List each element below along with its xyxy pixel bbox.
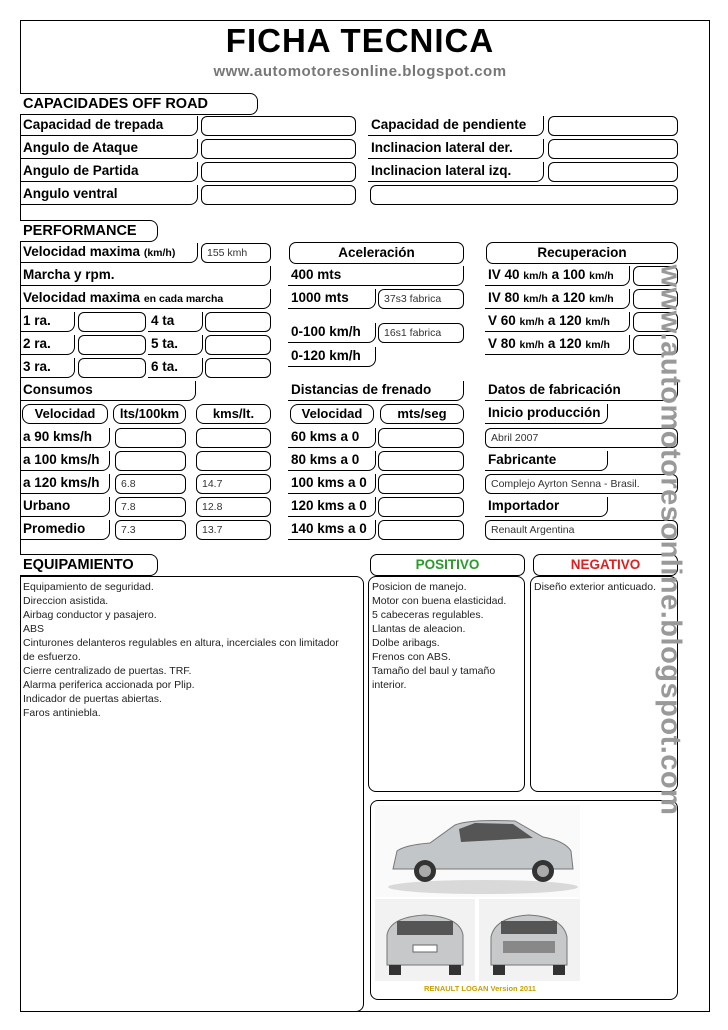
website-url[interactable]: www.automotoresonline.blogspot.com bbox=[213, 63, 507, 80]
consumo-kms[interactable]: 14.7 bbox=[196, 474, 271, 494]
offroad-value-box[interactable] bbox=[370, 185, 678, 205]
consumo-label: a 90 kms/h bbox=[20, 428, 110, 448]
frenado-label: 140 kms a 0 bbox=[288, 520, 376, 540]
consumo-kms[interactable] bbox=[196, 451, 271, 471]
equipamiento-list bbox=[20, 576, 364, 1012]
positivo-list bbox=[368, 576, 525, 792]
frenado-value-box[interactable] bbox=[378, 474, 464, 494]
consumos-col-kms: kms/lt. bbox=[196, 404, 271, 424]
negativo-title: NEGATIVO bbox=[533, 554, 678, 576]
fabricacion-value[interactable]: Complejo Ayrton Senna - Brasil. bbox=[485, 474, 678, 494]
gear-value-box[interactable] bbox=[205, 312, 271, 332]
gear-value-box[interactable] bbox=[78, 358, 146, 378]
list-item: Posicion de manejo. bbox=[372, 581, 467, 593]
aceleracion-value[interactable]: 16s1 fabrica bbox=[378, 323, 464, 343]
consumos-title: Consumos bbox=[20, 381, 196, 401]
aceleracion-title: Aceleración bbox=[289, 242, 464, 264]
list-item: Direccion asistida. bbox=[23, 595, 109, 607]
frenado-title: Distancias de frenado bbox=[288, 381, 464, 401]
consumo-kms[interactable] bbox=[196, 428, 271, 448]
gear-value-box[interactable] bbox=[78, 335, 146, 355]
offroad-value-box[interactable] bbox=[548, 139, 678, 159]
fabricacion-label: Inicio producción bbox=[485, 404, 608, 424]
consumos-col-velocidad: Velocidad bbox=[22, 404, 108, 424]
consumo-kms[interactable]: 12.8 bbox=[196, 497, 271, 517]
list-item: Frenos con ABS. bbox=[372, 651, 451, 663]
list-item: Alarma periferica accionada por Plip. bbox=[23, 679, 195, 691]
fabricacion-value[interactable]: Abril 2007 bbox=[485, 428, 678, 448]
gear-label: 1 ra. bbox=[20, 312, 75, 332]
photo-caption: RENAULT LOGAN Version 2011 bbox=[424, 984, 536, 993]
list-item: Cinturones delanteros regulables en altura, incerciales con limitador bbox=[23, 637, 339, 649]
positivo-title: POSITIVO bbox=[370, 554, 525, 576]
gear-label: 6 ta. bbox=[148, 358, 203, 378]
fabricacion-label: Fabricante bbox=[485, 451, 608, 471]
list-item: 5 cabeceras regulables. bbox=[372, 609, 484, 621]
section-performance-title: PERFORMANCE bbox=[20, 220, 158, 242]
offroad-label: Angulo ventral bbox=[20, 185, 198, 205]
recuperacion-row: IV 40 km/h a 100 km/h bbox=[485, 266, 630, 286]
watermark-text: www.automotoresonline.blogspot.com bbox=[654, 264, 687, 816]
frenado-value-box[interactable] bbox=[378, 497, 464, 517]
aceleracion-label: 0-100 km/h bbox=[288, 323, 376, 343]
gear-value-box[interactable] bbox=[205, 335, 271, 355]
frenado-value-box[interactable] bbox=[378, 520, 464, 540]
fabricacion-title: Datos de fabricación bbox=[485, 381, 678, 401]
consumo-lts[interactable] bbox=[115, 451, 186, 471]
frenado-label: 100 kms a 0 bbox=[288, 474, 376, 494]
gear-label: 2 ra. bbox=[20, 335, 75, 355]
recuperacion-title: Recuperacion bbox=[486, 242, 678, 264]
consumo-label: Urbano bbox=[20, 497, 110, 517]
list-item: Tamaño del baul y tamaño bbox=[372, 665, 496, 677]
list-item: Llantas de aleacion. bbox=[372, 623, 466, 635]
frenado-value-box[interactable] bbox=[378, 428, 464, 448]
recuperacion-row: IV 80 km/h a 120 km/h bbox=[485, 289, 630, 309]
list-item: Indicador de puertas abiertas. bbox=[23, 693, 162, 705]
aceleracion-label: 0-120 km/h bbox=[288, 347, 376, 367]
frenado-label: 80 kms a 0 bbox=[288, 451, 376, 471]
watermark bbox=[625, 240, 715, 840]
list-item: Airbag conductor y pasajero. bbox=[23, 609, 157, 621]
offroad-value-box[interactable] bbox=[548, 116, 678, 136]
list-item: Dolbe aribags. bbox=[372, 637, 440, 649]
aceleracion-label: 400 mts bbox=[288, 266, 464, 286]
gear-label: 4 ta bbox=[148, 312, 203, 332]
fabricacion-value[interactable]: Renault Argentina bbox=[485, 520, 678, 540]
list-item: Faros antiniebla. bbox=[23, 707, 101, 719]
list-item: interior. bbox=[372, 679, 407, 691]
frenado-label: 120 kms a 0 bbox=[288, 497, 376, 517]
offroad-value-box[interactable] bbox=[201, 139, 356, 159]
consumo-label: a 100 kms/h bbox=[20, 451, 110, 471]
offroad-label: Inclinacion lateral der. bbox=[368, 139, 544, 159]
consumo-lts[interactable]: 7.3 bbox=[115, 520, 186, 540]
vmax-marcha-label: Velocidad maxima en cada marcha bbox=[20, 289, 271, 309]
offroad-value-box[interactable] bbox=[201, 185, 356, 205]
frenado-col-velocidad: Velocidad bbox=[290, 404, 374, 424]
offroad-label: Angulo de Ataque bbox=[20, 139, 198, 159]
vmax-value[interactable]: 155 kmh bbox=[201, 243, 271, 263]
frenado-col-mts: mts/seg bbox=[380, 404, 464, 424]
frenado-value-box[interactable] bbox=[378, 451, 464, 471]
marcha-label: Marcha y rpm. bbox=[20, 266, 271, 286]
consumo-lts[interactable] bbox=[115, 428, 186, 448]
gear-label: 5 ta. bbox=[148, 335, 203, 355]
list-item: ABS bbox=[23, 623, 45, 635]
offroad-label: Capacidad de pendiente bbox=[368, 116, 544, 136]
aceleracion-value[interactable]: 37s3 fabrica bbox=[378, 289, 464, 309]
offroad-label: Angulo de Partida bbox=[20, 162, 198, 182]
list-item: Equipamiento de seguridad. bbox=[23, 581, 154, 593]
section-equipamiento-title: EQUIPAMIENTO bbox=[20, 554, 158, 576]
gear-value-box[interactable] bbox=[78, 312, 146, 332]
offroad-value-box[interactable] bbox=[201, 116, 356, 136]
list-item: de esfuerzo. bbox=[23, 651, 81, 663]
list-item: Diseño exterior anticuado. bbox=[534, 581, 656, 593]
gear-label: 3 ra. bbox=[20, 358, 75, 378]
gear-value-box[interactable] bbox=[205, 358, 271, 378]
recuperacion-row: V 80 km/h a 120 km/h bbox=[485, 335, 630, 355]
consumo-label: Promedio bbox=[20, 520, 110, 540]
consumo-label: a 120 kms/h bbox=[20, 474, 110, 494]
vmax-label: Velocidad maxima (km/h) bbox=[20, 243, 198, 263]
consumo-lts[interactable]: 7.8 bbox=[115, 497, 186, 517]
consumo-lts[interactable]: 6.8 bbox=[115, 474, 186, 494]
car-photo bbox=[375, 805, 580, 985]
list-item: Cierre centralizado de puertas. TRF. bbox=[23, 665, 192, 677]
list-item: Motor con buena elasticidad. bbox=[372, 595, 507, 607]
page-title: FICHA TECNICA bbox=[225, 22, 495, 59]
consumo-kms[interactable]: 13.7 bbox=[196, 520, 271, 540]
section-offroad-title: CAPACIDADES OFF ROAD bbox=[20, 93, 258, 115]
frenado-label: 60 kms a 0 bbox=[288, 428, 376, 448]
consumos-col-lts: lts/100km bbox=[113, 404, 186, 424]
offroad-label: Inclinacion lateral izq. bbox=[368, 162, 544, 182]
offroad-value-box[interactable] bbox=[201, 162, 356, 182]
fabricacion-label: Importador bbox=[485, 497, 608, 517]
recuperacion-row: V 60 km/h a 120 km/h bbox=[485, 312, 630, 332]
offroad-label: Capacidad de trepada bbox=[20, 116, 198, 136]
offroad-value-box[interactable] bbox=[548, 162, 678, 182]
aceleracion-label: 1000 mts bbox=[288, 289, 376, 309]
